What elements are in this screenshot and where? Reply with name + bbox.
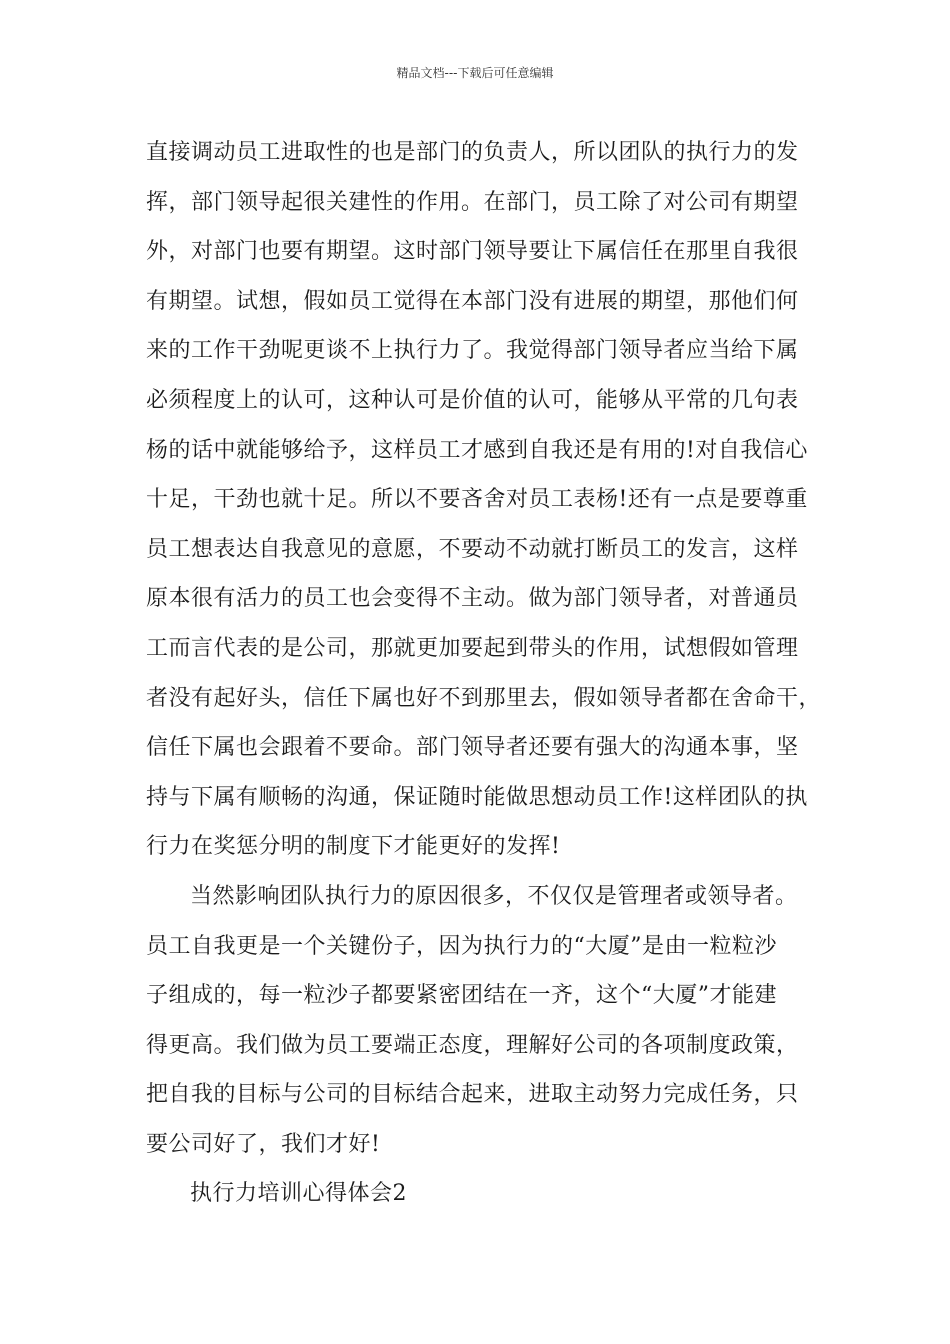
section-heading: 执行力培训心得体会2 — [190, 1181, 407, 1207]
text-line: 杨的话中就能够给予，这样员工才感到自我还是有用的!对自我信心 — [146, 437, 808, 463]
text-line: 直接调动员工进取性的也是部门的负责人，所以团队的执行力的发 — [146, 140, 799, 165]
paragraph-start-line: 当然影响团队执行力的原因很多，不仅仅是管理者或领导者。 — [190, 883, 798, 909]
text-line: 员工想表达自我意见的意愿，不要动不动就打断员工的发言，这样 — [146, 536, 799, 562]
text-line: 原本很有活力的员工也会变得不主动。做为部门领导者，对普通员 — [146, 586, 799, 612]
text-line: 要公司好了，我们才好! — [146, 1131, 381, 1157]
text-line: 把自我的目标与公司的目标结合起来，进取主动努力完成任务，只 — [146, 1082, 799, 1108]
text-line: 挥，部门领导起很关建性的作用。在部门，员工除了对公司有期望 — [146, 189, 799, 215]
text-line: 必须程度上的认可，这种认可是价值的认可，能够从平常的几句表 — [146, 387, 799, 413]
text-line: 信任下属也会跟着不要命。部门领导者还要有强大的沟通本事，坚 — [146, 735, 799, 761]
text-line: 来的工作干劲呢更谈不上执行力了。我觉得部门领导者应当给下属 — [146, 338, 799, 364]
text-line: 十足，干劲也就十足。所以不要吝舍对员工表杨!还有一点是要尊重 — [146, 487, 808, 513]
text-line: 外，对部门也要有期望。这时部门领导要让下属信任在那里自我很 — [146, 239, 799, 265]
text-line: 有期望。试想，假如员工觉得在本部门没有进展的期望，那他们何 — [146, 288, 799, 314]
text-line: 工而言代表的是公司，那就更加要起到带头的作用，试想假如管理 — [146, 635, 799, 661]
text-line: 持与下属有顺畅的沟通，保证随时能做思想动员工作!这样团队的执 — [146, 784, 808, 810]
text-line: 得更高。我们做为员工要端正态度，理解好公司的各项制度政策， — [146, 1032, 799, 1058]
text-line: 者没有起好头，信任下属也好不到那里去，假如领导者都在舍命干， — [146, 685, 822, 711]
text-line: 行力在奖惩分明的制度下才能更好的发挥! — [146, 834, 561, 860]
text-line: 员工自我更是一个关键份子，因为执行力的“大厦”是由一粒粒沙 — [146, 933, 777, 959]
body-text — [146, 128, 826, 1219]
text-line: 子组成的，每一粒沙子都要紧密团结在一齐，这个“大厦”才能建 — [146, 983, 777, 1009]
page-header: 精品文档---下载后可任意编辑 — [396, 66, 554, 80]
